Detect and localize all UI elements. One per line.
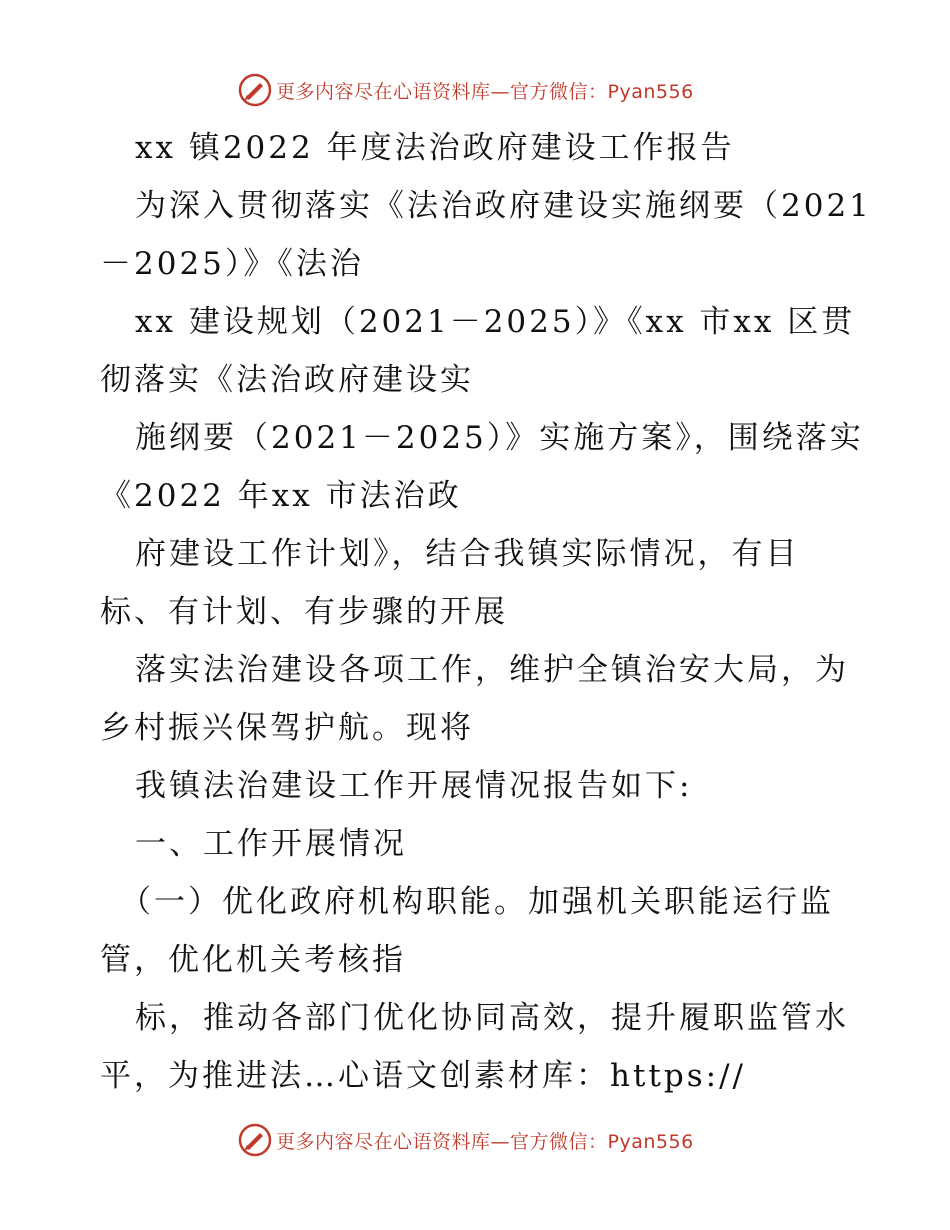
- paragraph-line: 我镇法治建设工作开展情况报告如下:: [135, 768, 693, 804]
- paragraph-line: 管，优化机关考核指: [100, 942, 406, 978]
- document-title: xx 镇2022 年度法治政府建设工作报告: [135, 130, 735, 166]
- paragraph-line: 标、有计划、有步骤的开展: [100, 594, 508, 630]
- paragraph-line: 彻落实《法治政府建设实: [100, 362, 474, 398]
- watermark-text: 更多内容尽在心语资料库—官方微信：Pyan556: [276, 80, 694, 103]
- watermark-banner-bottom: [238, 1120, 718, 1160]
- watermark-banner-top: [238, 70, 718, 110]
- paragraph-line: 《2022 年xx 市法治政: [100, 478, 462, 514]
- paragraph-line: 府建设工作计划》，结合我镇实际情况，有目: [135, 536, 800, 572]
- paragraph-line: xx 建设规划（2021－2025）》《xx 市xx 区贯: [135, 304, 856, 340]
- pen-circle-logo-icon: [238, 73, 272, 107]
- pen-circle-logo-icon: [238, 1123, 272, 1157]
- section-heading: 一、工作开展情况: [135, 826, 407, 862]
- paragraph-line: －2025）》《法治: [100, 246, 364, 282]
- paragraph-line: 落实法治建设各项工作，维护全镇治安大局，为: [135, 652, 849, 688]
- paragraph-line: 平，为推进法…心语文创素材库：https://: [100, 1058, 746, 1094]
- subsection-line: （一）优化政府机构职能。加强机关职能运行监: [120, 884, 834, 920]
- paragraph-line: 施纲要（2021－2025）》实施方案》，围绕落实: [135, 420, 864, 456]
- paragraph-line: 标，推动各部门优化协同高效，提升履职监管水: [135, 1000, 849, 1036]
- watermark-text: 更多内容尽在心语资料库—官方微信：Pyan556: [276, 1130, 694, 1153]
- paragraph-line: 乡村振兴保驾护航。现将: [100, 710, 474, 746]
- paragraph-line: 为深入贯彻落实《法治政府建设实施纲要（2021: [135, 188, 872, 224]
